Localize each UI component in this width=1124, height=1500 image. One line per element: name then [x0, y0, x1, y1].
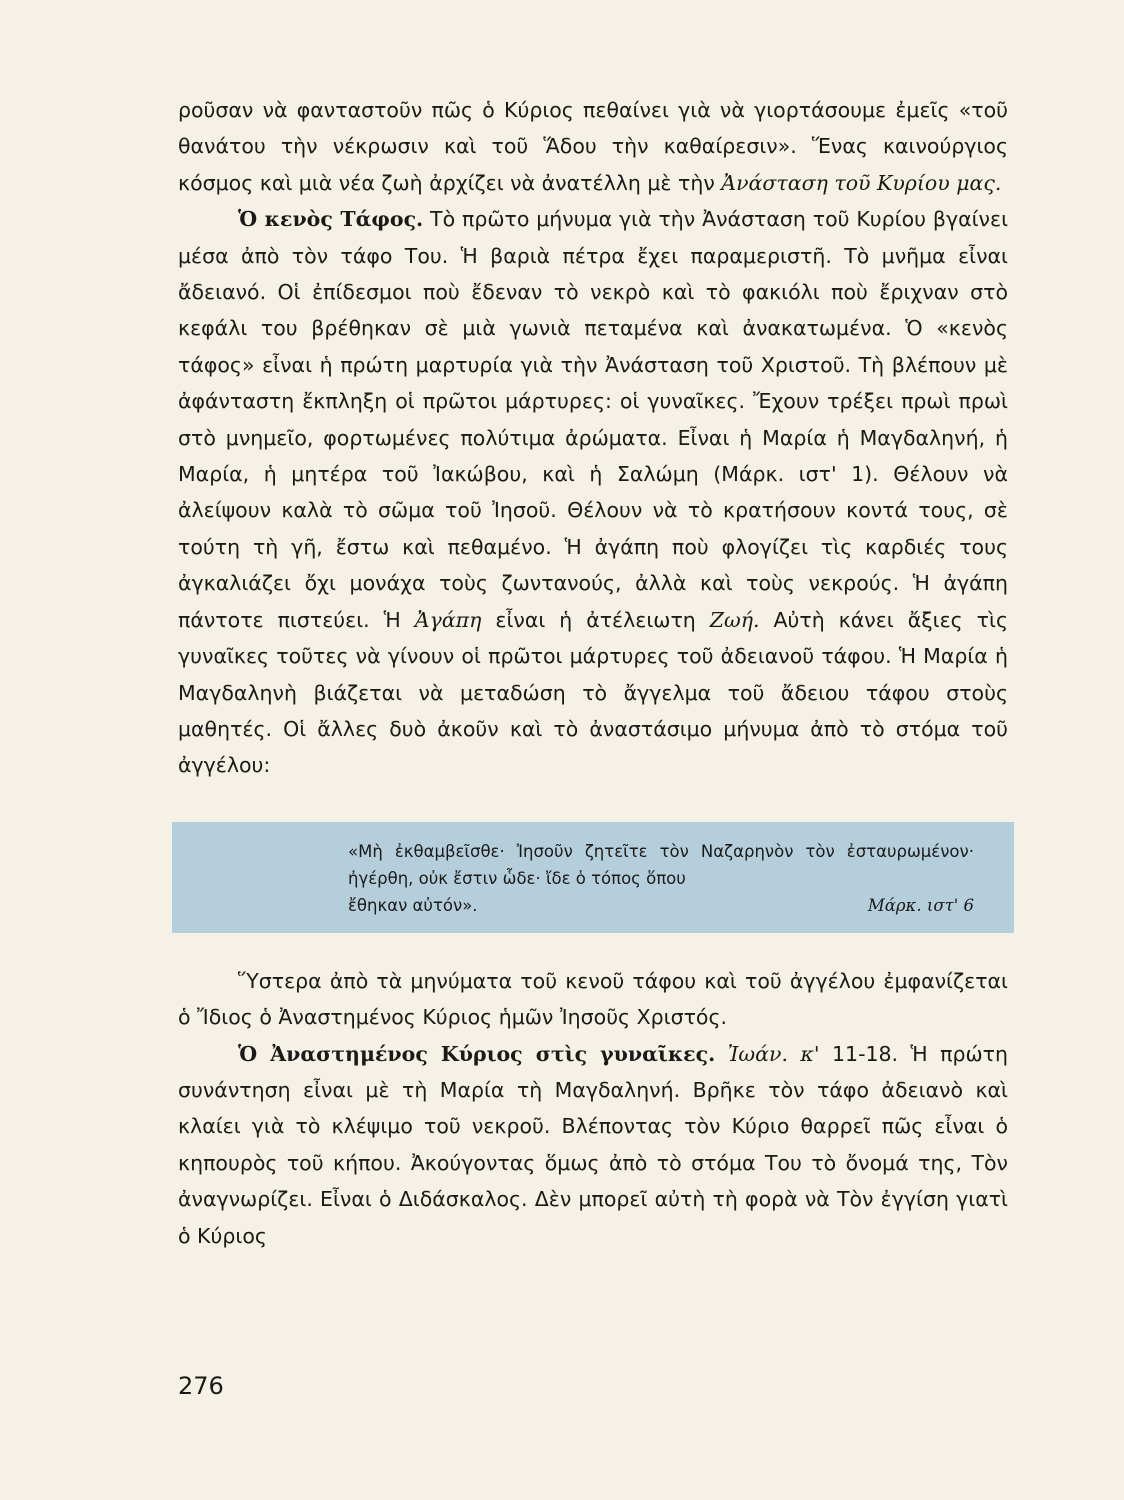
paragraph-empty-tomb-italic-1: Ἀγάπη [414, 607, 482, 632]
page-number: 276 [178, 1372, 224, 1400]
paragraph-empty-tomb [178, 201, 1008, 784]
paragraph-intro [178, 92, 1008, 201]
paragraph-empty-tomb-text-3: Αὐτὴ κάνει ἄξιες τὶς γυναῖκες τοῦτες νὰ γίνουν οἱ πρῶτοι μάρτυρες τοῦ ἀδειανοῦ τάφου. Ἡ Μαρία ἡ Μαγδαληνὴ βιάζεται νὰ μεταδώση τὸ ἄγγελμα τοῦ ἄδειου τάφου στοὺς μαθητές. Οἱ ἄλλες δυὸ ἀκοῦν καὶ τὸ ἀναστάσιμο μήνυμα ἀπὸ τὸ στόμα τοῦ ἀγγέλου: [178, 607, 1008, 778]
paragraph-intro-italic: Ἀνάσταση τοῦ Κυρίου μας. [721, 170, 1002, 195]
paragraph-intro-text: ροῦσαν νὰ φανταστοῦν πῶς ὁ Κύριος πεθαίνει γιὰ νὰ γιορτάσουμε ἐμεῖς «τοῦ θανάτου τὴν νέκρωσιν καὶ τοῦ Ἅδου τὴν καθαίρεσιν». Ἕνας καινούργιος κόσμος καὶ μιὰ νέα ζωὴ ἀρχίζει νὰ ἀνατέλλη μὲ τὴν [178, 98, 1008, 195]
page-body [178, 92, 1008, 1254]
scripture-quote-box [172, 822, 1014, 933]
paragraph-empty-tomb-italic-2: Ζωή. [709, 607, 760, 632]
paragraph-empty-tomb-text-2: εἶναι ἡ ἀτέλειωτη [481, 607, 710, 632]
paragraph-risen-lord-text: 11-18. Ἡ πρώτη συνάντηση εἶναι μὲ τὴ Μαρία τὴ Μαγδαληνή. Βρῆκε τὸν τάφο ἀδειανὸ καὶ κλαίει γιὰ τὸ κλέψιμο τοῦ νεκροῦ. Βλέποντας τὸν Κύριο θαρρεῖ πῶς εἶναι ὁ κηπουρὸς τοῦ κήπου. Ἀκούγοντας ὅμως ἀπὸ τὸ στόμα Του τὸ ὄνομά της, Τὸν ἀναγνωρίζει. Εἶναι ὁ Διδάσκαλος. Δὲν μπορεῖ αὐτὴ τὴ φορὰ νὰ Τὸν ἐγγίση γιατὶ ὁ Κύριος [178, 1041, 1008, 1248]
quote-reference: Μάρκ. ιστ' 6 [867, 895, 974, 915]
section-heading-risen-lord: Ὁ Ἀναστημένος Κύριος στὶς γυναῖκες. [238, 1041, 716, 1066]
paragraph-risen-lord [178, 1036, 1008, 1254]
quote-ending: ἔθηκαν αὐτόν». [348, 895, 478, 915]
quote-text: «Μὴ ἐκθαμβεῖσθε· Ἰησοῦν ζητεῖτε τὸν Ναζαρηνὸν τὸν ἐσταυρωμένον· ἠγέρθη, οὐκ ἔστιν ὧδε· ἴδε ὁ τόπος ὅπου [348, 841, 974, 888]
paragraph-after-quote [178, 963, 1008, 1036]
paragraph-empty-tomb-text-1: Τὸ πρῶτο μήνυμα γιὰ τὴν Ἀνάσταση τοῦ Κυρίου βγαίνει μέσα ἀπὸ τὸν τάφο Του. Ἡ βαριὰ πέτρα ἔχει παραμεριστῆ. Τὸ μνῆμα εἶναι ἄδειανό. Οἱ ἐπίδεσμοι ποὺ ἔδεναν τὸ νεκρὸ καὶ τὸ φακιόλι ποὺ ἔριχναν στὸ κεφάλι του βρέθηκαν σὲ μιὰ γωνιὰ πεταμένα καὶ ἀνακατωμένα. Ὁ «κενὸς τάφος» εἶναι ἡ πρώτη μαρτυρία γιὰ τὴν Ἀνάσταση τοῦ Χριστοῦ. Τὴ βλέπουν μὲ ἀφάνταστη ἔκπληξη οἱ πρῶτοι μάρτυρες: οἱ γυναῖκες. Ἔχουν τρέξει πρωὶ πρωὶ στὸ μνημεῖο, φορτωμένες πολύτιμα ἀρώματα. Εἶναι ἡ Μαρία ἡ Μαγδαληνή, ἡ Μαρία, ἡ μητέρα τοῦ Ἰακώβου, καὶ ἡ Σαλώμη (Μάρκ. ιστ' 1). Θέλουν νὰ ἀλείψουν καλὰ τὸ σῶμα τοῦ Ἰησοῦ. Θέλουν νὰ τὸ κρατήσουν κοντά τους, σὲ τούτη τὴ γῆ, ἔστω καὶ πεθαμένο. Ἡ ἀγάπη ποὺ φλογίζει τὶς καρδιές τους ἀγκαλιάζει ὄχι μονάχα τοὺς ζωντανούς, ἀλλὰ καὶ τοὺς νεκρούς. Ἡ ἀγάπη πάντοτε πιστεύει. Ἡ [178, 207, 1009, 632]
paragraph-after-quote-text: Ὕστερα ἀπὸ τὰ μηνύματα τοῦ κενοῦ τάφου καὶ τοῦ ἀγγέλου ἐμφανίζεται ὁ Ἴδιος ὁ Ἀναστημένος Κύριος ἡμῶν Ἰησοῦς Χριστός. [178, 968, 1008, 1030]
section-heading-empty-tomb: Ὁ κενὸς Τάφος. [238, 207, 424, 232]
quote-last-line [348, 892, 974, 919]
paragraph-risen-lord-reference: Ἰωάν. κ' [715, 1041, 820, 1066]
